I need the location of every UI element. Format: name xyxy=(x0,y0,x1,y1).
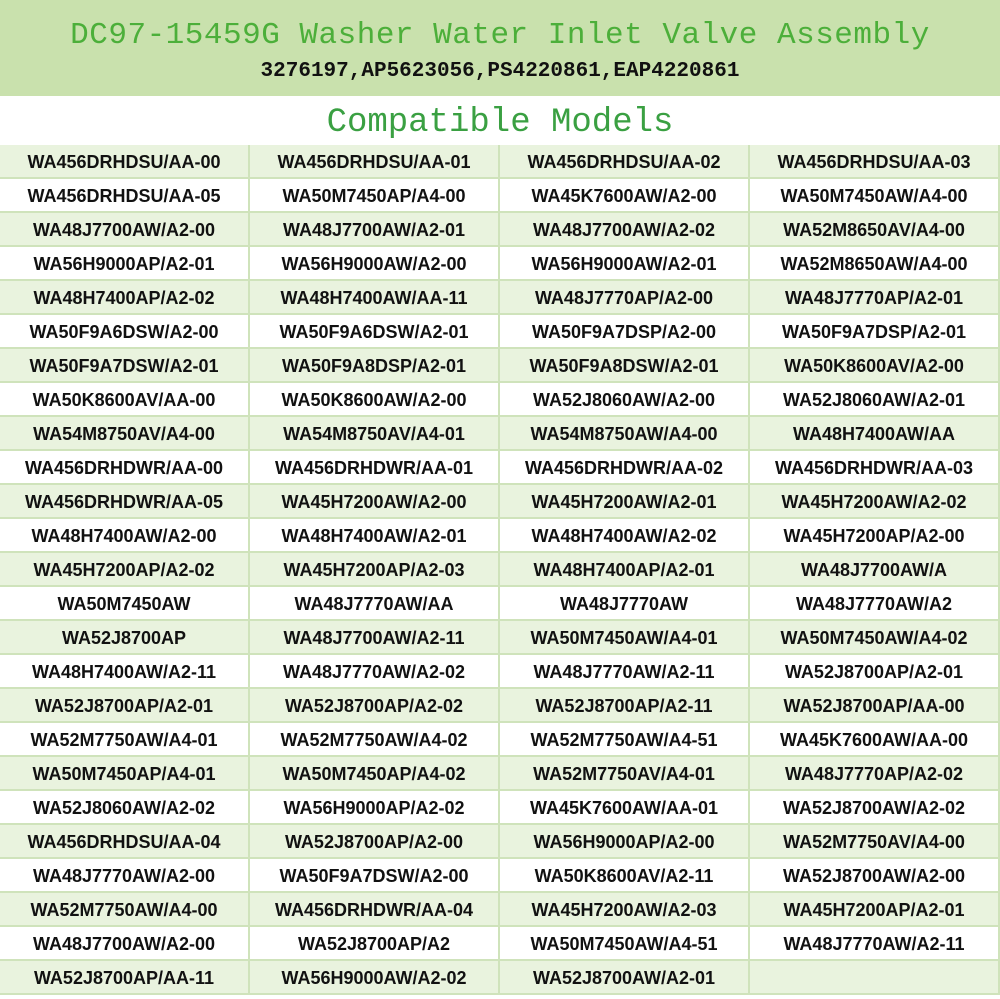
model-cell: WA56H9000AP/A2-02 xyxy=(250,791,500,825)
model-cell: WA48J7770AW/A2-02 xyxy=(250,655,500,689)
model-cell: WA50F9A7DSW/A2-00 xyxy=(250,859,500,893)
model-cell: WA50K8600AW/A2-00 xyxy=(250,383,500,417)
model-cell: WA456DRHDWR/AA-04 xyxy=(250,893,500,927)
model-cell: WA48H7400AW/A2-11 xyxy=(0,655,250,689)
model-cell: WA52J8700AP/A2-02 xyxy=(250,689,500,723)
model-cell: WA52J8700AP/A2-01 xyxy=(0,689,250,723)
model-cell: WA456DRHDWR/AA-02 xyxy=(500,451,750,485)
model-cell: WA52M7750AW/A4-02 xyxy=(250,723,500,757)
part-numbers: 3276197,AP5623056,PS4220861,EAP4220861 xyxy=(260,60,740,83)
model-cell: WA48J7770AW xyxy=(500,587,750,621)
model-cell: WA50M7450AW/A4-01 xyxy=(500,621,750,655)
compatible-models-grid xyxy=(0,145,1000,995)
model-cell: WA50F9A7DSW/A2-01 xyxy=(0,349,250,383)
model-cell: WA52M8650AV/A4-00 xyxy=(750,213,1000,247)
model-cell: WA50M7450AP/A4-02 xyxy=(250,757,500,791)
model-cell: WA48J7770AW/A2-11 xyxy=(750,927,1000,961)
model-cell: WA48J7700AW/A2-11 xyxy=(250,621,500,655)
model-cell: WA48H7400AW/AA-11 xyxy=(250,281,500,315)
model-cell: WA48J7700AW/A2-01 xyxy=(250,213,500,247)
model-cell: WA56H9000AP/A2-01 xyxy=(0,247,250,281)
model-cell: WA456DRHDWR/AA-03 xyxy=(750,451,1000,485)
model-cell: WA50M7450AW xyxy=(0,587,250,621)
model-cell: WA52J8060AW/A2-00 xyxy=(500,383,750,417)
model-cell: WA50F9A6DSW/A2-00 xyxy=(0,315,250,349)
model-cell: WA50M7450AP/A4-01 xyxy=(0,757,250,791)
model-cell: WA48J7770AP/A2-02 xyxy=(750,757,1000,791)
model-cell: WA52J8700AW/A2-02 xyxy=(750,791,1000,825)
model-cell: WA45H7200AW/A2-01 xyxy=(500,485,750,519)
model-cell: WA50M7450AW/A4-00 xyxy=(750,179,1000,213)
model-cell: WA45H7200AW/A2-00 xyxy=(250,485,500,519)
model-cell: WA45H7200AP/A2-01 xyxy=(750,893,1000,927)
model-cell: WA48J7700AW/A2-02 xyxy=(500,213,750,247)
model-cell: WA48H7400AP/A2-02 xyxy=(0,281,250,315)
model-cell: WA50K8600AV/AA-00 xyxy=(0,383,250,417)
model-cell: WA45H7200AP/A2-00 xyxy=(750,519,1000,553)
model-cell: WA456DRHDWR/AA-01 xyxy=(250,451,500,485)
model-cell: WA456DRHDWR/AA-05 xyxy=(0,485,250,519)
model-cell xyxy=(750,961,1000,995)
model-cell: WA50F9A7DSP/A2-01 xyxy=(750,315,1000,349)
model-cell: WA48H7400AW/A2-02 xyxy=(500,519,750,553)
model-cell: WA48J7700AW/A2-00 xyxy=(0,927,250,961)
model-cell: WA52J8700AP/A2-01 xyxy=(750,655,1000,689)
model-cell: WA48J7770AP/A2-00 xyxy=(500,281,750,315)
model-cell: WA52J8700AW/A2-01 xyxy=(500,961,750,995)
model-cell: WA52M7750AW/A4-01 xyxy=(0,723,250,757)
model-cell: WA52J8700AP/A2 xyxy=(250,927,500,961)
model-cell: WA48J7770AW/AA xyxy=(250,587,500,621)
model-cell: WA52J8700AW/A2-00 xyxy=(750,859,1000,893)
model-cell: WA48J7770AW/A2 xyxy=(750,587,1000,621)
model-cell: WA48J7700AW/A2-00 xyxy=(0,213,250,247)
model-cell: WA45H7200AP/A2-02 xyxy=(0,553,250,587)
model-cell: WA50M7450AW/A4-51 xyxy=(500,927,750,961)
model-cell: WA45H7200AW/A2-02 xyxy=(750,485,1000,519)
model-cell: WA52J8700AP/AA-11 xyxy=(0,961,250,995)
model-cell: WA48J7770AW/A2-11 xyxy=(500,655,750,689)
model-cell: WA456DRHDSU/AA-00 xyxy=(0,145,250,179)
model-cell: WA56H9000AW/A2-02 xyxy=(250,961,500,995)
model-cell: WA54M8750AV/A4-01 xyxy=(250,417,500,451)
model-cell: WA52M7750AW/A4-51 xyxy=(500,723,750,757)
model-cell: WA50F9A7DSP/A2-00 xyxy=(500,315,750,349)
model-cell: WA52M7750AV/A4-00 xyxy=(750,825,1000,859)
model-cell: WA54M8750AW/A4-00 xyxy=(500,417,750,451)
model-cell: WA45H7200AW/A2-03 xyxy=(500,893,750,927)
model-cell: WA56H9000AW/A2-00 xyxy=(250,247,500,281)
model-cell: WA52J8700AP/A2-00 xyxy=(250,825,500,859)
model-cell: WA456DRHDSU/AA-03 xyxy=(750,145,1000,179)
model-cell: WA45K7600AW/AA-01 xyxy=(500,791,750,825)
model-cell: WA50M7450AP/A4-00 xyxy=(250,179,500,213)
model-cell: WA48H7400AW/AA xyxy=(750,417,1000,451)
model-cell: WA48H7400AP/A2-01 xyxy=(500,553,750,587)
model-cell: WA52J8700AP/A2-11 xyxy=(500,689,750,723)
model-cell: WA50M7450AW/A4-02 xyxy=(750,621,1000,655)
model-cell: WA456DRHDSU/AA-02 xyxy=(500,145,750,179)
model-cell: WA56H9000AW/A2-01 xyxy=(500,247,750,281)
model-cell: WA48H7400AW/A2-00 xyxy=(0,519,250,553)
model-cell: WA56H9000AP/A2-00 xyxy=(500,825,750,859)
model-cell: WA54M8750AV/A4-00 xyxy=(0,417,250,451)
model-cell: WA50F9A6DSW/A2-01 xyxy=(250,315,500,349)
model-cell: WA52M7750AW/A4-00 xyxy=(0,893,250,927)
model-cell: WA456DRHDSU/AA-04 xyxy=(0,825,250,859)
model-cell: WA45H7200AP/A2-03 xyxy=(250,553,500,587)
model-cell: WA456DRHDSU/AA-05 xyxy=(0,179,250,213)
model-cell: WA50F9A8DSW/A2-01 xyxy=(500,349,750,383)
model-cell: WA48J7770AW/A2-00 xyxy=(0,859,250,893)
model-cell: WA52M8650AW/A4-00 xyxy=(750,247,1000,281)
model-cell: WA52J8060AW/A2-02 xyxy=(0,791,250,825)
model-cell: WA456DRHDSU/AA-01 xyxy=(250,145,500,179)
section-title: Compatible Models xyxy=(326,104,674,142)
model-cell: WA50F9A8DSP/A2-01 xyxy=(250,349,500,383)
model-cell: WA50K8600AV/A2-00 xyxy=(750,349,1000,383)
model-cell: WA52J8700AP xyxy=(0,621,250,655)
model-cell: WA52J8700AP/AA-00 xyxy=(750,689,1000,723)
header-banner xyxy=(0,0,1000,96)
model-cell: WA48J7700AW/A xyxy=(750,553,1000,587)
model-cell: WA48H7400AW/A2-01 xyxy=(250,519,500,553)
model-cell: WA52J8060AW/A2-01 xyxy=(750,383,1000,417)
model-cell: WA45K7600AW/A2-00 xyxy=(500,179,750,213)
model-cell: WA52M7750AV/A4-01 xyxy=(500,757,750,791)
page-title: DC97-15459G Washer Water Inlet Valve Assembly xyxy=(70,18,930,53)
model-cell: WA48J7770AP/A2-01 xyxy=(750,281,1000,315)
model-cell: WA50K8600AV/A2-11 xyxy=(500,859,750,893)
model-cell: WA45K7600AW/AA-00 xyxy=(750,723,1000,757)
model-cell: WA456DRHDWR/AA-00 xyxy=(0,451,250,485)
